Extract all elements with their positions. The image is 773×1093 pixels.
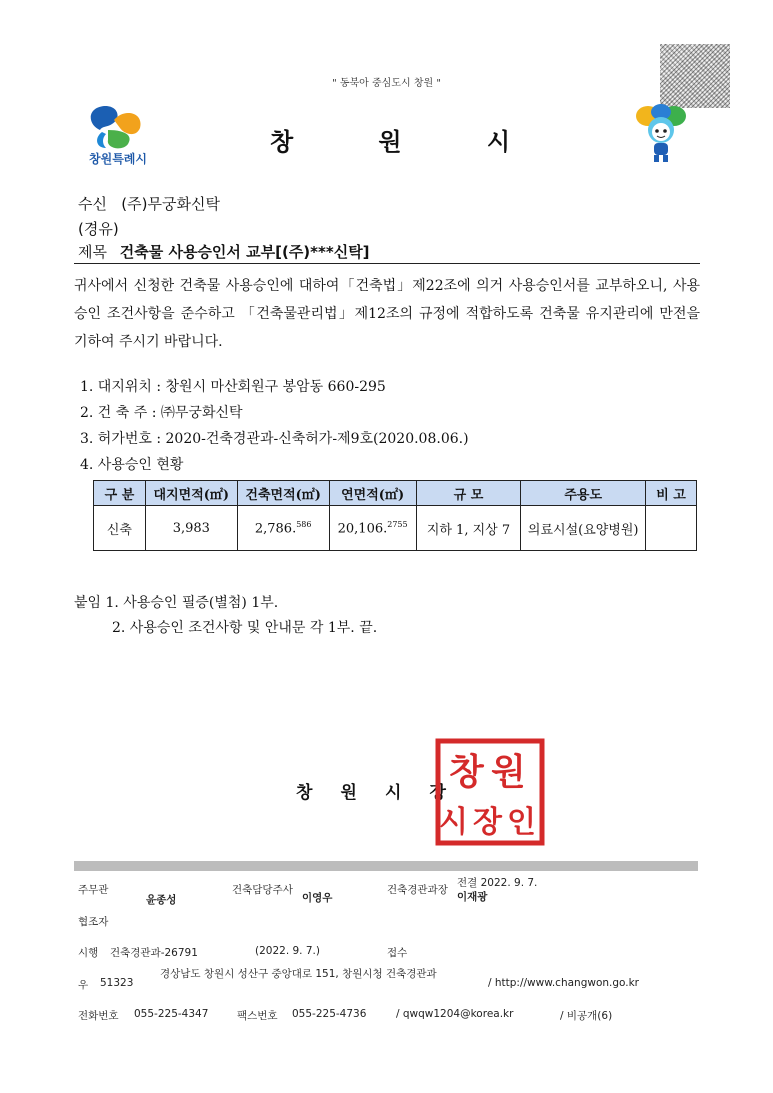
via-line: (경유)	[78, 220, 119, 238]
subject-label: 제목	[78, 243, 107, 261]
enforce-label: 시행	[78, 947, 99, 959]
subject-line	[78, 241, 370, 262]
role3-name: 이재광	[457, 891, 488, 903]
cooperator-label: 협조자	[78, 916, 109, 928]
svg-text:시: 시	[439, 805, 468, 840]
role2-label: 건축담당주사	[232, 884, 293, 896]
table-cell-total-area: 20,106.$^{2755}$	[329, 506, 416, 551]
svg-text:인: 인	[507, 805, 536, 840]
table-row	[94, 506, 697, 551]
mascot-character-icon	[632, 102, 690, 164]
table-header-row	[94, 481, 697, 506]
tel-label: 전화번호	[78, 1010, 119, 1022]
enforce-number: 건축경관과-26791	[110, 947, 198, 959]
table-cell-type: 신축	[94, 506, 146, 551]
role1-label: 주무관	[78, 884, 109, 896]
fax-label: 팩스번호	[237, 1010, 278, 1022]
role3-date: 전결 2022. 9. 7.	[457, 877, 538, 889]
recipient-value: (주)무궁화신탁	[121, 195, 220, 213]
table-cell-scale: 지하 1, 지상 7	[416, 506, 521, 551]
recipient-label: 수신	[78, 195, 107, 213]
zip-code: 51323	[100, 977, 134, 989]
org-title-char: 원	[378, 128, 402, 156]
org-title-char: 시	[486, 128, 510, 156]
table-header: 연면적(㎡)	[329, 481, 416, 506]
city-motto: " 동북아 중심도시 창원 "	[332, 78, 441, 89]
logo-text: 창원특례시	[89, 152, 147, 166]
address: 경상남도 창원시 성산구 중앙대로 151, 창원시청 건축경관과	[160, 968, 437, 980]
svg-text:장: 장	[473, 805, 502, 840]
recipient-line	[78, 193, 220, 214]
svg-text:창: 창	[449, 752, 484, 793]
table-cell-note	[646, 506, 697, 551]
disclosure: / 비공개(6)	[560, 1010, 613, 1022]
receipt-label: 접수	[387, 947, 408, 959]
table-header: 주용도	[521, 481, 646, 506]
email: / qwqw1204@korea.kr	[396, 1008, 514, 1020]
body-paragraph: 귀사에서 신청한 건축물 사용승인에 대하여「건축법」제22조에 의거 사용승인서를 교부하오니, 사용승인 조건사항을 준수하고 「건축물관리법」제12조의 규정에 적합하도록 건축물 유지관리에 만전을 기하여 주시기 바랍니다.	[74, 278, 700, 350]
signatory-char: 원	[340, 783, 357, 803]
subject-value: 건축물 사용승인서 교부[(주)***신탁]	[119, 243, 370, 261]
enforce-date: (2022. 9. 7.)	[255, 945, 320, 957]
footer-divider	[74, 861, 698, 871]
table-cell-site-area: 3,983	[145, 506, 237, 551]
usage-approval-table	[93, 480, 697, 551]
official-seal	[435, 738, 545, 846]
homepage-url: / http://www.changwon.go.kr	[488, 977, 640, 989]
role2-name: 이영우	[302, 892, 333, 904]
org-title	[270, 122, 510, 157]
list-item: 4. 사용승인 현황	[80, 457, 184, 473]
table-cell-main-use: 의료시설(요양병원)	[521, 506, 646, 551]
list-item: 2. 건 축 주 : ㈜무궁화신탁	[80, 405, 243, 421]
list-item: 3. 허가번호 : 2020-건축경관과-신축허가-제9호(2020.08.06.)	[80, 431, 469, 447]
table-cell-building-area: 2,786.$^{586}$	[237, 506, 329, 551]
subject-divider	[74, 263, 700, 264]
list-item: 1. 대지위치 : 창원시 마산회원구 봉암동 660-295	[80, 379, 386, 395]
attachment-line-1: 붙임 1. 사용승인 필증(별첨) 1부.	[74, 595, 279, 611]
org-title-char: 창	[270, 128, 294, 156]
qr-code	[660, 44, 730, 108]
svg-text:원: 원	[491, 752, 526, 793]
table-header: 비 고	[646, 481, 697, 506]
table-header: 구 분	[94, 481, 146, 506]
role1-name: 윤종성	[146, 894, 177, 906]
signatory-char: 장	[429, 783, 446, 803]
zip-label: 우	[78, 979, 89, 991]
table-header: 건축면적(㎡)	[237, 481, 329, 506]
table-header: 대지면적(㎡)	[145, 481, 237, 506]
tel-number: 055-225-4347	[134, 1008, 209, 1020]
role3-label: 건축경관과장	[387, 884, 448, 896]
signatory-char: 창	[296, 783, 313, 803]
signatory-char: 시	[385, 783, 402, 803]
table-header: 규 모	[416, 481, 521, 506]
attachment-line-2: 2. 사용승인 조건사항 및 안내문 각 1부. 끝.	[112, 620, 378, 636]
fax-number: 055-225-4736	[292, 1008, 367, 1020]
signatory-title	[296, 778, 446, 803]
